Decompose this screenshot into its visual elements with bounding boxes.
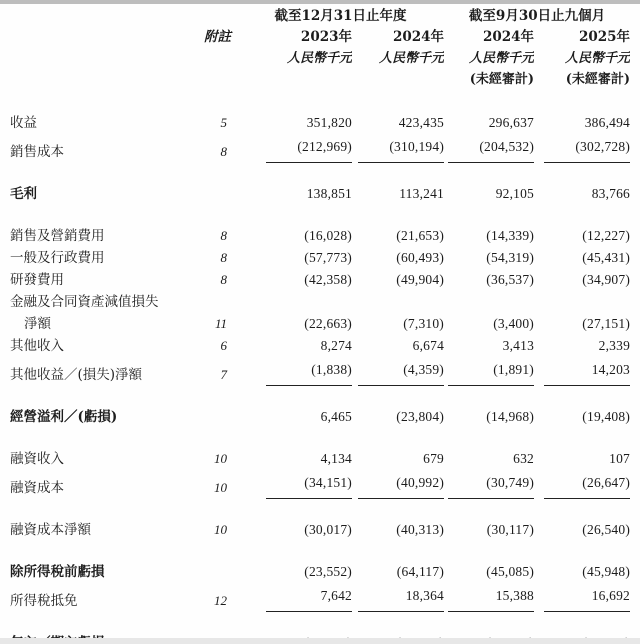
row-value (444, 134, 534, 163)
table-row (10, 269, 630, 291)
row-value (444, 470, 534, 499)
row-value (534, 247, 630, 269)
header-empty (195, 69, 237, 90)
value-text: 92,105 (495, 186, 535, 201)
header-audited-note: (未經審計) (469, 72, 535, 87)
header-spacer-row (10, 90, 630, 112)
row-value (352, 183, 444, 205)
header-audited-note: (未經審計) (565, 72, 631, 87)
spacer-row (10, 386, 630, 406)
row-note: 8 (220, 228, 227, 243)
row-label: 融資成本 (10, 480, 64, 496)
row-value (444, 247, 534, 269)
value-text: (16,028) (304, 228, 352, 243)
value-text: 351,820 (306, 115, 352, 130)
row-value (352, 357, 444, 386)
row-spacer (10, 205, 630, 225)
value-text: 7,642 (266, 585, 352, 612)
value-text: 18,364 (358, 585, 444, 612)
row-value (237, 269, 352, 291)
row-label: 其他收入 (10, 338, 64, 354)
row-value (237, 470, 352, 499)
row-value (352, 335, 444, 357)
row-value (444, 583, 534, 612)
row-label: 一般及行政費用 (10, 250, 105, 266)
table-row (10, 357, 630, 386)
row-note (195, 291, 237, 313)
header-audited-row (10, 69, 630, 90)
header-empty (10, 48, 195, 69)
value-text: (21,653) (396, 228, 445, 243)
header-year-2025-9m: 2025年 (578, 29, 631, 45)
table-row (10, 406, 630, 428)
value-text: 6,465 (320, 409, 352, 424)
header-group-row (10, 6, 630, 27)
value-text: (64,117) (396, 564, 445, 579)
row-label: 經營溢利／(虧損) (10, 409, 118, 425)
value-text: (7,310) (403, 316, 445, 331)
row-value (237, 291, 352, 313)
row-value (444, 561, 534, 583)
value-text: (22,663) (304, 316, 352, 331)
value-text: (310,194) (358, 136, 444, 163)
spacer-row (10, 612, 630, 632)
row-value (352, 448, 444, 470)
row-value (352, 406, 444, 428)
header-empty (195, 48, 237, 69)
value-text: (40,313) (396, 522, 445, 537)
row-value (237, 406, 352, 428)
value-text: 113,241 (399, 186, 445, 201)
value-text: (1,838) (266, 359, 352, 386)
value-text: 679 (423, 451, 445, 466)
header-unit: 人民幣千元 (379, 51, 445, 66)
row-note (195, 183, 237, 205)
row-spacer (10, 163, 630, 183)
row-value (534, 225, 630, 247)
value-text: 3,413 (502, 338, 535, 353)
header-empty (10, 6, 195, 27)
row-spacer (10, 499, 630, 519)
table-row (10, 335, 630, 357)
row-value (237, 313, 352, 335)
row-label: 銷售及營銷費用 (10, 228, 105, 244)
row-value (237, 225, 352, 247)
row-value (237, 335, 352, 357)
spacer-row (10, 428, 630, 448)
value-text: 423,435 (398, 115, 445, 130)
row-value (444, 519, 534, 541)
value-text: (4,359) (358, 359, 444, 386)
header-year-row (10, 27, 630, 48)
row-value (534, 313, 630, 335)
row-value (352, 247, 444, 269)
value-text: (57,773) (304, 250, 352, 265)
table-row (10, 448, 630, 470)
row-value (534, 519, 630, 541)
value-text: (12,227) (582, 228, 631, 243)
row-value (534, 291, 630, 313)
header-unit: 人民幣千元 (469, 51, 535, 66)
row-value (237, 448, 352, 470)
value-text: (3,400) (493, 316, 535, 331)
value-text: 138,851 (306, 186, 352, 201)
value-text: 386,494 (584, 115, 631, 130)
table-body (10, 112, 630, 644)
row-value (237, 561, 352, 583)
row-value (237, 519, 352, 541)
row-label: 其他收益／(損失)淨額 (10, 367, 143, 383)
row-note (195, 406, 237, 428)
header-year-2023: 2023年 (300, 29, 352, 45)
value-text: (26,647) (544, 472, 630, 499)
row-value (444, 183, 534, 205)
value-text: 8,274 (320, 338, 352, 353)
value-text: (34,151) (266, 472, 352, 499)
bottom-crop-band (0, 638, 640, 644)
value-text: 2,339 (598, 338, 631, 353)
value-text: 4,134 (320, 451, 352, 466)
spacer-row (10, 163, 630, 183)
row-value (534, 112, 630, 134)
row-note: 5 (220, 115, 227, 130)
value-text: (42,358) (304, 272, 352, 287)
row-spacer (10, 612, 630, 632)
row-value (352, 225, 444, 247)
value-text: (1,891) (448, 359, 534, 386)
table-row (10, 583, 630, 612)
row-label: 融資收入 (10, 451, 64, 467)
value-text: 16,692 (544, 585, 630, 612)
row-value (444, 269, 534, 291)
value-text: 296,637 (488, 115, 535, 130)
table-row (10, 313, 630, 335)
row-spacer (10, 386, 630, 406)
row-label: 金融及合同資產減值損失 (10, 294, 159, 310)
value-text: 107 (609, 451, 631, 466)
value-text: (14,968) (486, 409, 535, 424)
row-note: 10 (214, 451, 227, 466)
value-text: (302,728) (544, 136, 630, 163)
row-value (352, 134, 444, 163)
header-audited-note (237, 69, 352, 90)
value-text: (212,969) (266, 136, 352, 163)
value-text: (60,493) (396, 250, 445, 265)
row-note: 10 (214, 522, 227, 537)
header-group-annual: 截至12月31日止年度 (274, 8, 407, 24)
header-group-ninemonth: 截至9月30日止九個月 (468, 8, 606, 24)
value-text: (49,904) (396, 272, 445, 287)
row-value (534, 470, 630, 499)
value-text: (45,948) (582, 564, 631, 579)
row-value (237, 583, 352, 612)
table-row (10, 225, 630, 247)
value-text: 15,388 (448, 585, 534, 612)
row-note: 8 (220, 144, 227, 159)
value-text: (204,532) (448, 136, 534, 163)
value-text: 6,674 (412, 338, 445, 353)
header-empty (195, 6, 237, 27)
row-value (352, 291, 444, 313)
row-value (534, 134, 630, 163)
row-value (444, 335, 534, 357)
header-empty (10, 27, 195, 48)
header-empty (10, 69, 195, 90)
row-value (444, 313, 534, 335)
row-note: 12 (214, 593, 227, 608)
header-note-label: 附註 (204, 29, 231, 45)
table-row (10, 247, 630, 269)
header-unit: 人民幣千元 (565, 51, 631, 66)
row-note: 6 (220, 338, 227, 353)
row-value (534, 269, 630, 291)
value-text: (34,907) (582, 272, 631, 287)
value-text: (30,749) (448, 472, 534, 499)
row-value (237, 134, 352, 163)
row-label: 融資成本淨額 (10, 522, 91, 538)
top-crop-band (0, 0, 640, 4)
row-value (352, 112, 444, 134)
row-value (444, 448, 534, 470)
row-value (444, 112, 534, 134)
row-label: 所得稅抵免 (10, 593, 78, 609)
value-text: (14,339) (486, 228, 535, 243)
row-note: 10 (214, 480, 227, 495)
row-value (534, 561, 630, 583)
value-text: 14,203 (544, 359, 630, 386)
row-value (352, 519, 444, 541)
header-year-2024-9m: 2024年 (482, 29, 535, 45)
row-value (444, 291, 534, 313)
value-text: 83,766 (591, 186, 631, 201)
row-value (237, 357, 352, 386)
spacer-row (10, 541, 630, 561)
row-note (195, 561, 237, 583)
table-row (10, 519, 630, 541)
value-text: (30,117) (486, 522, 535, 537)
value-text: (23,804) (396, 409, 445, 424)
table-row (10, 183, 630, 205)
header-unit: 人民幣千元 (286, 51, 352, 66)
value-text: (27,151) (582, 316, 631, 331)
income-statement-table (10, 6, 630, 644)
value-text: (45,431) (582, 250, 631, 265)
row-label: 淨額 (24, 316, 51, 332)
table-row (10, 134, 630, 163)
header-year-2024: 2024年 (392, 29, 445, 45)
row-value (237, 183, 352, 205)
row-label: 銷售成本 (10, 144, 64, 160)
row-note: 8 (220, 250, 227, 265)
row-value (534, 335, 630, 357)
row-value (352, 313, 444, 335)
value-text: (45,085) (486, 564, 535, 579)
row-value (352, 470, 444, 499)
row-value (534, 183, 630, 205)
row-value (237, 112, 352, 134)
row-spacer (10, 428, 630, 448)
value-text: (30,017) (304, 522, 352, 537)
row-value (444, 225, 534, 247)
row-value (534, 583, 630, 612)
row-value (352, 269, 444, 291)
row-spacer (10, 541, 630, 561)
spacer-row (10, 205, 630, 225)
row-value (534, 448, 630, 470)
row-value (352, 561, 444, 583)
header-audited-note (352, 69, 444, 90)
row-label: 研發費用 (10, 272, 64, 288)
row-value (444, 357, 534, 386)
value-text: (26,540) (582, 522, 631, 537)
value-text: 632 (513, 451, 535, 466)
table-row (10, 470, 630, 499)
row-value (352, 583, 444, 612)
row-value (444, 406, 534, 428)
row-note: 8 (220, 272, 227, 287)
spacer-row (10, 499, 630, 519)
row-label: 毛利 (10, 186, 37, 202)
table-header (10, 6, 630, 112)
row-value (534, 357, 630, 386)
row-note: 7 (220, 367, 227, 382)
row-value (534, 406, 630, 428)
value-text: (23,552) (304, 564, 352, 579)
row-label: 收益 (10, 115, 37, 131)
value-text: (36,537) (486, 272, 535, 287)
value-text: (19,408) (582, 409, 631, 424)
value-text: (40,992) (358, 472, 444, 499)
row-note: 11 (214, 316, 227, 331)
row-value (237, 247, 352, 269)
table-row (10, 561, 630, 583)
table-row (10, 291, 630, 313)
table-row (10, 112, 630, 134)
value-text: (54,319) (486, 250, 535, 265)
header-spacer (10, 90, 630, 112)
header-unit-row (10, 48, 630, 69)
row-label: 除所得稅前虧損 (10, 564, 105, 580)
